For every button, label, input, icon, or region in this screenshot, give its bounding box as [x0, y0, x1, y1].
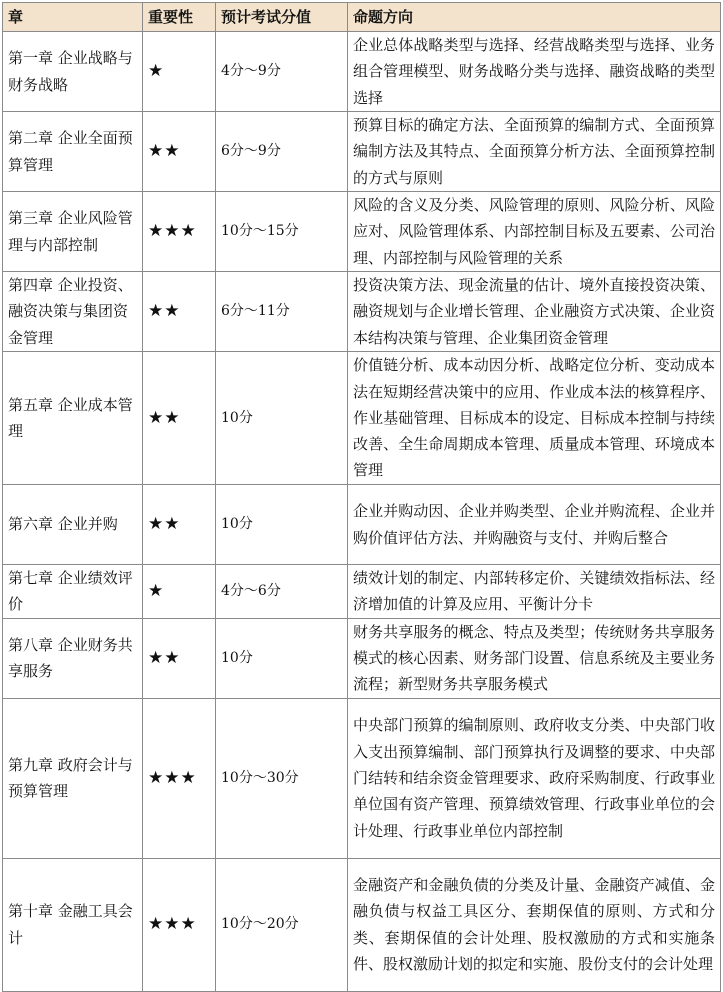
table-row: [3, 112, 721, 192]
direction-cell: 中央部门预算的编制原则、政府收支分类、中央部门收入支出预算编制、部门预算执行及调整的要求、中央部门结转和结余资金管理要求、政府采购制度、行政事业单位国有资产管理、预算绩效管理、行政事业单位的会计处理、行政事业单位内部控制: [348, 698, 721, 858]
direction-cell: 价值链分析、成本动因分析、战略定位分析、变动成本法在短期经营决策中的应用、作业成本法的核算程序、作业基础管理、目标成本的设定、目标成本控制与持续改善、全生命周期成本管理、质量成本管理、环境成本管理: [348, 352, 721, 485]
direction-cell: 财务共享服务的概念、特点及类型；传统财务共享服务模式的核心因素、财务部门设置、信息系统及主要业务流程；新型财务共享服务模式: [348, 618, 721, 698]
score-cell: 10分: [216, 352, 348, 485]
score-cell: 10分: [216, 485, 348, 565]
score-cell: 6分～9分: [216, 112, 348, 192]
importance-stars: ★★: [143, 485, 216, 565]
importance-stars: ★★: [143, 272, 216, 352]
importance-stars: ★★★: [143, 698, 216, 858]
table-row: [3, 272, 721, 352]
table-row: [3, 352, 721, 485]
table-row: [3, 618, 721, 698]
direction-cell: 绩效计划的制定、内部转移定价、关键绩效指标法、经济增加值的计算及应用、平衡计分卡: [348, 565, 721, 619]
exam-content-table: [2, 2, 721, 992]
score-cell: 10分～30分: [216, 698, 348, 858]
chapter-cell: 第六章 企业并购: [3, 485, 143, 565]
importance-stars: ★★: [143, 352, 216, 485]
direction-cell: 企业并购动因、企业并购类型、企业并购流程、企业并购价值评估方法、并购融资与支付、并购后整合: [348, 485, 721, 565]
chapter-cell: 第八章 企业财务共享服务: [3, 618, 143, 698]
chapter-cell: 第四章 企业投资、融资决策与集团资金管理: [3, 272, 143, 352]
header-direction: 命题方向: [348, 3, 721, 32]
table-row: [3, 192, 721, 272]
importance-stars: ★★★: [143, 858, 216, 991]
score-cell: 4分～6分: [216, 565, 348, 619]
direction-cell: 预算目标的确定方法、全面预算的编制方式、全面预算编制方法及其特点、全面预算分析方法、全面预算控制的方式与原则: [348, 112, 721, 192]
chapter-cell: 第十章 金融工具会计: [3, 858, 143, 991]
table-row: [3, 485, 721, 565]
header-chapter: 章: [3, 3, 143, 32]
direction-cell: 风险的含义及分类、风险管理的原则、风险分析、风险应对、风险管理体系、内部控制目标及五要素、公司治理、内部控制与风险管理的关系: [348, 192, 721, 272]
importance-stars: ★: [143, 32, 216, 112]
score-cell: 10分～20分: [216, 858, 348, 991]
table-row: [3, 32, 721, 112]
chapter-cell: 第五章 企业成本管理: [3, 352, 143, 485]
chapter-cell: 第一章 企业战略与财务战略: [3, 32, 143, 112]
header-row: [3, 3, 721, 32]
header-importance: 重要性: [143, 3, 216, 32]
chapter-cell: 第九章 政府会计与预算管理: [3, 698, 143, 858]
table-row: [3, 858, 721, 991]
direction-cell: 金融资产和金融负债的分类及计量、金融资产减值、金融负债与权益工具区分、套期保值的原则、方式和分类、套期保值的会计处理、股权激励的方式和实施条件、股权激励计划的拟定和实施、股份支付的会计处理: [348, 858, 721, 991]
score-cell: 4分～9分: [216, 32, 348, 112]
score-cell: 10分: [216, 618, 348, 698]
table-row: [3, 698, 721, 858]
importance-stars: ★★: [143, 112, 216, 192]
score-cell: 6分～11分: [216, 272, 348, 352]
direction-cell: 投资决策方法、现金流量的估计、境外直接投资决策、融资规划与企业增长管理、企业融资方式决策、企业资本结构决策与管理、企业集团资金管理: [348, 272, 721, 352]
importance-stars: ★: [143, 565, 216, 619]
importance-stars: ★★: [143, 618, 216, 698]
importance-stars: ★★★: [143, 192, 216, 272]
chapter-cell: 第三章 企业风险管理与内部控制: [3, 192, 143, 272]
score-cell: 10分～15分: [216, 192, 348, 272]
chapter-cell: 第二章 企业全面预算管理: [3, 112, 143, 192]
chapter-cell: 第七章 企业绩效评价: [3, 565, 143, 619]
table-row: [3, 565, 721, 619]
direction-cell: 企业总体战略类型与选择、经营战略类型与选择、业务组合管理模型、财务战略分类与选择、融资战略的类型选择: [348, 32, 721, 112]
header-score: 预计考试分值: [216, 3, 348, 32]
